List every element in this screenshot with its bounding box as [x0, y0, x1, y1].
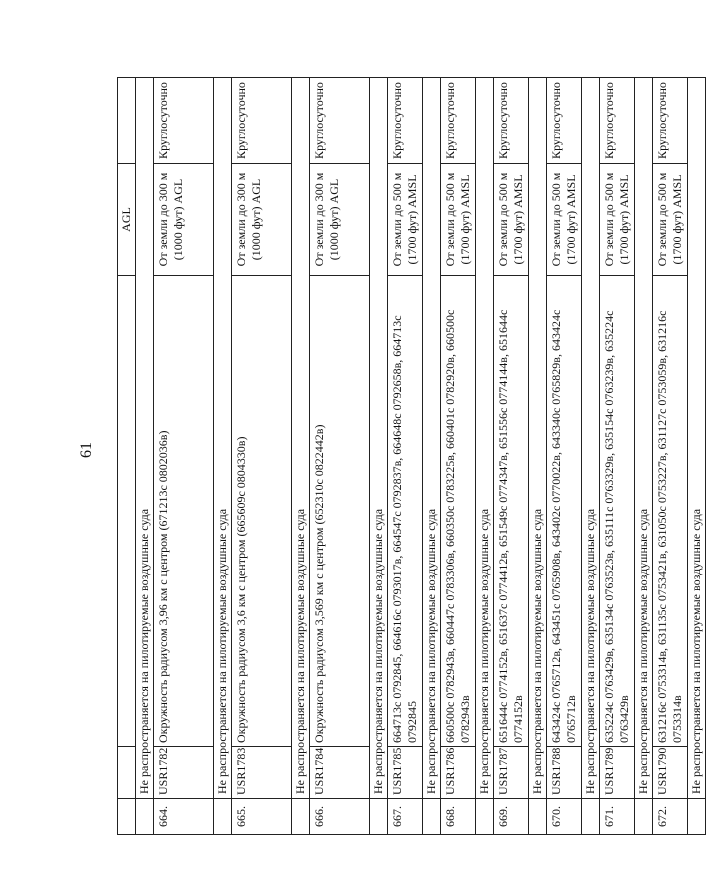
table-row: [232, 78, 292, 835]
zone-description: Окружность радиусом 3,569 км с центром (652310с 0822442в): [310, 276, 370, 747]
row-number: 666.: [310, 799, 370, 835]
altitude-limit: От земли до 300 м (1000 фут) AGL: [154, 164, 214, 276]
zone-description: 664713с 0792845, 664616с 0793017в, 664547с 0792837в, 664648с 0792658в, 664713с 0792845: [388, 276, 423, 747]
zone-id: USR1785: [388, 747, 423, 799]
altitude-limit: От земли до 500 м (1700 фут) AMSL: [494, 164, 529, 276]
note-row: [635, 78, 653, 835]
note-row: [688, 78, 706, 835]
zone-description: 635224с 0763429в, 635134с 0763523в, 635111с 0763329в, 635154с 0763239в, 635224с 0763429в: [600, 276, 635, 747]
row-number: 671.: [600, 799, 635, 835]
row-number: 668.: [441, 799, 476, 835]
note-text: Не распространяется на пилотируемые воздушные суда: [635, 78, 653, 799]
altitude-limit: От земли до 500 м (1700 фут) AMSL: [600, 164, 635, 276]
zone-id: USR1787: [494, 747, 529, 799]
row-number: 672.: [653, 799, 688, 835]
note-row: [370, 78, 388, 835]
note-text: Не распространяется на пилотируемые воздушные суда: [136, 78, 154, 799]
zone-description: Окружность радиусом 3,6 км с центром (665609с 0804330в): [232, 276, 292, 747]
operating-time: Круглосуточно: [547, 78, 582, 164]
altitude-limit: От земли до 500 м (1700 фут) AMSL: [388, 164, 423, 276]
row-number: 667.: [388, 799, 423, 835]
row-number: 664.: [154, 799, 214, 835]
table-row: [154, 78, 214, 835]
table-row: [653, 78, 688, 835]
table-row: [547, 78, 582, 835]
zone-id: USR1783: [232, 747, 292, 799]
note-text: Не распространяется на пилотируемые воздушные суда: [529, 78, 547, 799]
zone-id: USR1784: [310, 747, 370, 799]
operating-time: Круглосуточно: [310, 78, 370, 164]
note-row: [423, 78, 441, 835]
row-number: 669.: [494, 799, 529, 835]
note-row: [292, 78, 310, 835]
note-text: Не распространяется на пилотируемые воздушные суда: [214, 78, 232, 799]
zone-description: 631216с 0753314в, 631135с 0753421в, 631050с 0753227в, 631127с 0753059в, 631216с 0753314в: [653, 276, 688, 747]
table-row: [494, 78, 529, 835]
note-row: [529, 78, 547, 835]
altitude-limit: От земли до 300 м (1000 фут) AGL: [310, 164, 370, 276]
operating-time: Круглосуточно: [494, 78, 529, 164]
row-number: 670.: [547, 799, 582, 835]
note-text: Не распространяется на пилотируемые воздушные суда: [582, 78, 600, 799]
operating-time: Круглосуточно: [653, 78, 688, 164]
zone-description: Окружность радиусом 3,96 км с центром (671213с 0802036в): [154, 276, 214, 747]
zone-id: USR1788: [547, 747, 582, 799]
zone-id: USR1782: [154, 747, 214, 799]
altitude-limit: От земли до 300 м (1000 фут) AGL: [232, 164, 292, 276]
zone-description: 660500с 0782943в, 660447с 0783306в, 660350с 0783225в, 660401с 0782920в, 660500с 0782943в: [441, 276, 476, 747]
note-text: Не распространяется на пилотируемые воздушные суда: [688, 78, 706, 799]
zone-id: USR1789: [600, 747, 635, 799]
row-number: 665.: [232, 799, 292, 835]
zone-description: 643424с 0765712в, 643451с 0765908в, 643402с 0770022в, 643340с 0765829в, 643424с 0765712в: [547, 276, 582, 747]
page-number: 61: [78, 442, 95, 458]
altitude-limit: От земли до 500 м (1700 фут) AMSL: [653, 164, 688, 276]
table-row: [600, 78, 635, 835]
header-row: [118, 78, 136, 835]
note-text: Не распространяется на пилотируемые воздушные суда: [476, 78, 494, 799]
operating-time: Круглосуточно: [388, 78, 423, 164]
zone-description: 651644с 0774152в, 651637с 0774412в, 651549с 0774347в, 651556с 0774144в, 651644с 0774152в: [494, 276, 529, 747]
note-text: Не распространяется на пилотируемые воздушные суда: [423, 78, 441, 799]
note-text: Не распространяется на пилотируемые воздушные суда: [292, 78, 310, 799]
altitude-limit: От земли до 500 м (1700 фут) AMSL: [441, 164, 476, 276]
note-row: [476, 78, 494, 835]
header-altitude: AGL: [118, 164, 136, 276]
table-row: [388, 78, 423, 835]
zone-id: USR1786: [441, 747, 476, 799]
airspace-table: [117, 77, 706, 835]
note-row: [214, 78, 232, 835]
note-row: [582, 78, 600, 835]
zone-id: USR1790: [653, 747, 688, 799]
operating-time: Круглосуточно: [232, 78, 292, 164]
operating-time: Круглосуточно: [600, 78, 635, 164]
rotated-table-area: [117, 78, 703, 835]
table-row: [310, 78, 370, 835]
operating-time: Круглосуточно: [154, 78, 214, 164]
note-text: Не распространяется на пилотируемые воздушные суда: [370, 78, 388, 799]
operating-time: Круглосуточно: [441, 78, 476, 164]
note-row: [136, 78, 154, 835]
altitude-limit: От земли до 500 м (1700 фут) AMSL: [547, 164, 582, 276]
table-row: [441, 78, 476, 835]
